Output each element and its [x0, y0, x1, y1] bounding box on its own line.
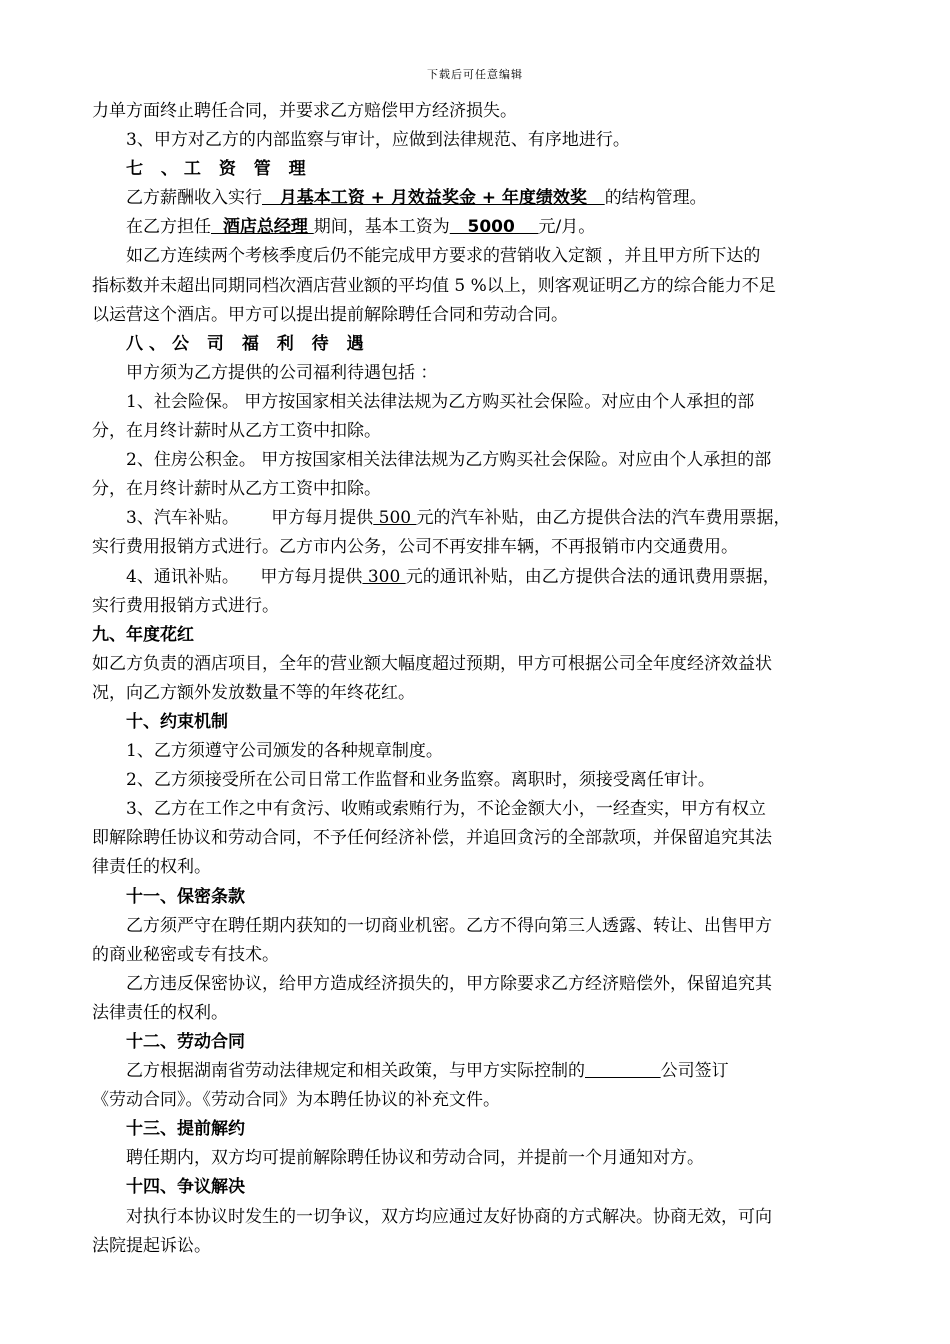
- paragraph-line: 对执行本协议时发生的一切争议，双方均应通过友好协商的方式解决。协商无效，可向: [126, 1206, 772, 1227]
- paragraph-line: 如乙方连续两个考核季度后仍不能完成甲方要求的营销收入定额 ，并且甲方所下达的: [126, 246, 761, 267]
- phone-allowance-value: 300: [362, 566, 406, 587]
- paragraph-line: 实行费用报销方式进行。乙方市内公务，公司不再安排车辆，不再报销市内交通费用。: [92, 537, 738, 558]
- car-allowance-value: 500: [373, 508, 417, 529]
- paragraph-line: 1、乙方须遵守公司颁发的各种规章制度。: [126, 741, 443, 762]
- section-heading-8: 八、公 司 福 利 待 遇: [126, 333, 370, 354]
- company-name-blank: [585, 1061, 661, 1081]
- paragraph-line: 的商业秘密或专有技术。: [92, 944, 279, 965]
- paragraph-line: 律责任的权利。: [92, 857, 211, 878]
- paragraph-line: 法院提起诉讼。: [92, 1235, 211, 1256]
- paragraph-line: 力单方面终止聘任合同，并要求乙方赔偿甲方经济损失。: [92, 101, 517, 121]
- paragraph-line: 实行费用报销方式进行。: [92, 595, 279, 616]
- paragraph-line: 3、乙方在工作之中有贪污、收贿或索贿行为，不论金额大小，一经查实，甲方有权立: [126, 799, 766, 820]
- paragraph-line: 《劳动合同》。《劳动合同》为本聘任协议的补充文件。: [92, 1090, 500, 1111]
- section-heading-14: 十四、争议解决: [126, 1177, 245, 1198]
- paragraph-line: 甲方须为乙方提供的公司福利待遇包括 ：: [126, 362, 438, 383]
- paragraph-line: 分，在月终计薪时从乙方工资中扣除。: [92, 479, 381, 500]
- car-allowance-line: 3、汽车补贴。 甲方每月提供 500 元的汽车补贴，由乙方提供合法的汽车费用票据，: [126, 508, 791, 529]
- paragraph-line: 乙方须严守在聘任期内获知的一切商业机密。乙方不得向第三人透露、转让、出售甲方: [126, 915, 772, 936]
- labor-contract-line: 乙方根据湖南省劳动法律规定和相关政策，与甲方实际控制的 公司签订: [126, 1061, 729, 1082]
- paragraph-line: 即解除聘任协议和劳动合同，不予任何经济补偿，并追回贪污的全部款项，并保留追究其法: [92, 828, 772, 849]
- paragraph-line: 3、甲方对乙方的内部监察与审计，应做到法律规范、有序地进行。: [126, 130, 630, 151]
- salary-structure-value: 月基本工资 + 月效益奖金 + 年度绩效奖: [262, 188, 605, 209]
- position-value: 酒店总经理: [211, 217, 314, 238]
- paragraph-line: 1、社会险保。 甲方按国家相关法律法规为乙方购买社会保险。对应由个人承担的部: [126, 391, 755, 412]
- section-heading-10: 十、约束机制: [126, 711, 228, 732]
- salary-structure-line: 乙方薪酬收入实行 月基本工资 + 月效益奖金 + 年度绩效奖 的结构管理。: [126, 188, 707, 209]
- paragraph-line: 2、住房公积金。 甲方按国家相关法律法规为乙方购买社会保险。对应由个人承担的部: [126, 450, 772, 471]
- phone-allowance-line: 4、通讯补贴。 甲方每月提供 300 元的通讯补贴，由乙方提供合法的通讯费用票据，: [126, 566, 780, 587]
- paragraph-line: 如乙方负责的酒店项目，全年的营业额大幅度超过预期，甲方可根据公司全年度经济效益状: [92, 653, 772, 674]
- base-salary-line: 在乙方担任 酒店总经理 期间，基本工资为 5000 元/月。: [126, 217, 596, 238]
- section-heading-13: 十三、提前解约: [126, 1119, 245, 1140]
- paragraph-line: 指标数并未超出同期同档次酒店营业额的平均值 5 %以上，则客观证明乙方的综合能力不足: [92, 275, 776, 296]
- base-salary-value: 5000: [449, 217, 539, 238]
- paragraph-line: 乙方违反保密协议，给甲方造成经济损失的，甲方除要求乙方经济赔偿外，保留追究其: [126, 973, 772, 994]
- paragraph-line: 分，在月终计薪时从乙方工资中扣除。: [92, 421, 381, 442]
- section-heading-9: 九、年度花红: [92, 624, 194, 645]
- section-heading-7: 七 、工 资 管 理: [126, 159, 312, 180]
- paragraph-line: 以运营这个酒店。甲方可以提出提前解除聘任合同和劳动合同。: [92, 304, 568, 325]
- page-header: 下载后可任意编辑: [427, 68, 523, 81]
- paragraph-line: 况，向乙方额外发放数量不等的年终花红。: [92, 682, 415, 703]
- document-body: [92, 97, 862, 1261]
- paragraph-line: 2、乙方须接受所在公司日常工作监督和业务监察。离职时，须接受离任审计。: [126, 770, 715, 791]
- paragraph-line: 聘任期内，双方均可提前解除聘任协议和劳动合同，并提前一个月通知对方。: [126, 1148, 704, 1169]
- section-heading-11: 十一、保密条款: [126, 886, 245, 907]
- section-heading-12: 十二、劳动合同: [126, 1032, 245, 1052]
- paragraph-line: 法律责任的权利。: [92, 1002, 228, 1023]
